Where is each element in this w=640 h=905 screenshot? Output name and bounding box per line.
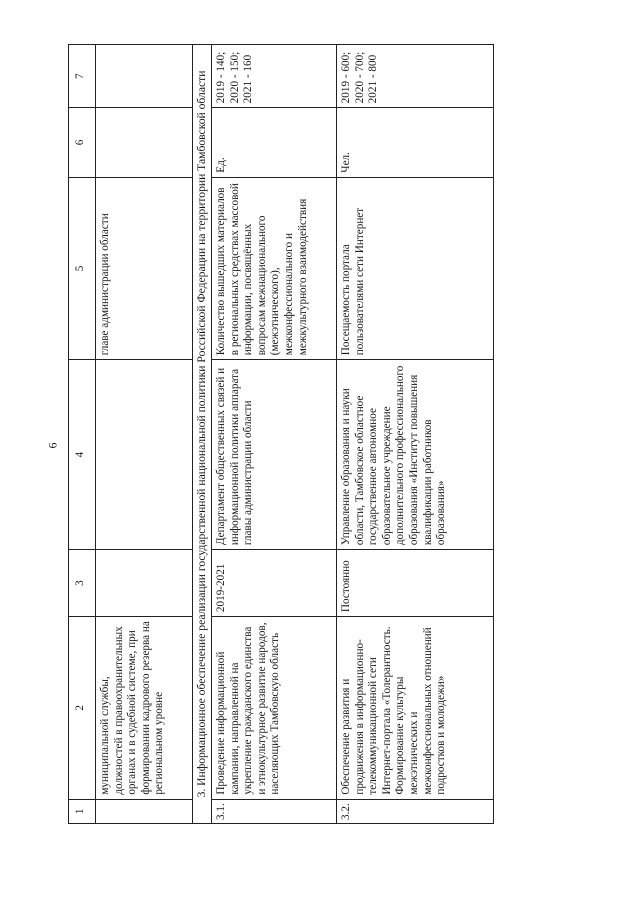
rotated-landscape-page — [68, 44, 600, 824]
column-header: 7 — [69, 45, 96, 108]
row-number: 3.1. — [212, 799, 337, 823]
table-cell — [96, 45, 193, 108]
table-cell — [96, 799, 193, 823]
table-cell-measure: муниципальной службы, должностей в правоохранительных органах и в судебной системе, при формировании кадрового резерва на региональном уровне — [96, 617, 193, 800]
table-cell-indicator: главе администрации области — [96, 177, 193, 360]
column-header: 3 — [69, 550, 96, 617]
action-plan-table — [68, 44, 494, 824]
table-cell-measure: Проведение информационной кампании, направленной на укрепление гражданского единства и этнокультурное развитие народов, населяющих Тамбовскую область — [212, 617, 337, 800]
table-cell-executor: Департамент общественных связей и информационной политики аппарата главы администрации области — [212, 360, 337, 550]
column-header: 6 — [69, 108, 96, 177]
table-cell-unit: Чел. — [337, 108, 494, 177]
section-row — [193, 45, 212, 824]
table-cell-term: 2019-2021 — [212, 550, 337, 617]
section-title: 3. Информационное обеспечение реализации государственной национальной политики Российской Федерации на территории Тамбовской области — [193, 45, 212, 824]
table-cell-unit: Ед. — [212, 108, 337, 177]
table-cell-value: 2019 - 600; 2020 - 700; 2021 - 800 — [337, 45, 494, 108]
table-cell-indicator: Посещаемость портала пользователями сети Интернет — [337, 177, 494, 360]
table-row — [337, 45, 494, 824]
table-cell — [96, 550, 193, 617]
column-header: 4 — [69, 360, 96, 550]
table-cell-term: Постоянно — [337, 550, 494, 617]
table-row — [212, 45, 337, 824]
table-cell-measure: Обеспечение развития и продвижения в информационно-телекоммуникационной сети Интернет-портала «Толерантность. Формирование культуры межэтнических и межконфессиональных отношений подростков и молодежи» — [337, 617, 494, 800]
column-header: 2 — [69, 617, 96, 800]
continuation-row — [96, 45, 193, 824]
table-cell-value: 2019 - 140; 2020 - 150; 2021 - 160 — [212, 45, 337, 108]
table-cell — [96, 108, 193, 177]
column-header: 1 — [69, 799, 96, 823]
row-number: 3.2. — [337, 799, 494, 823]
table-header-row — [69, 45, 96, 824]
column-header: 5 — [69, 177, 96, 360]
table-cell-executor: Управление образования и науки области, Тамбовское областное государственное автономное образовательное учреждение дополнительного профессионального образования «Институт повышения квалификации работников образования» — [337, 360, 494, 550]
page-number: 6 — [45, 442, 60, 449]
table-cell-indicator: Количество вышедших материалов в региональных средствах массовой информации, посвящённых вопросам межнационального (межэтнического), межконфессионального и межкультурного взаимодействия — [212, 177, 337, 360]
table-cell — [96, 360, 193, 550]
